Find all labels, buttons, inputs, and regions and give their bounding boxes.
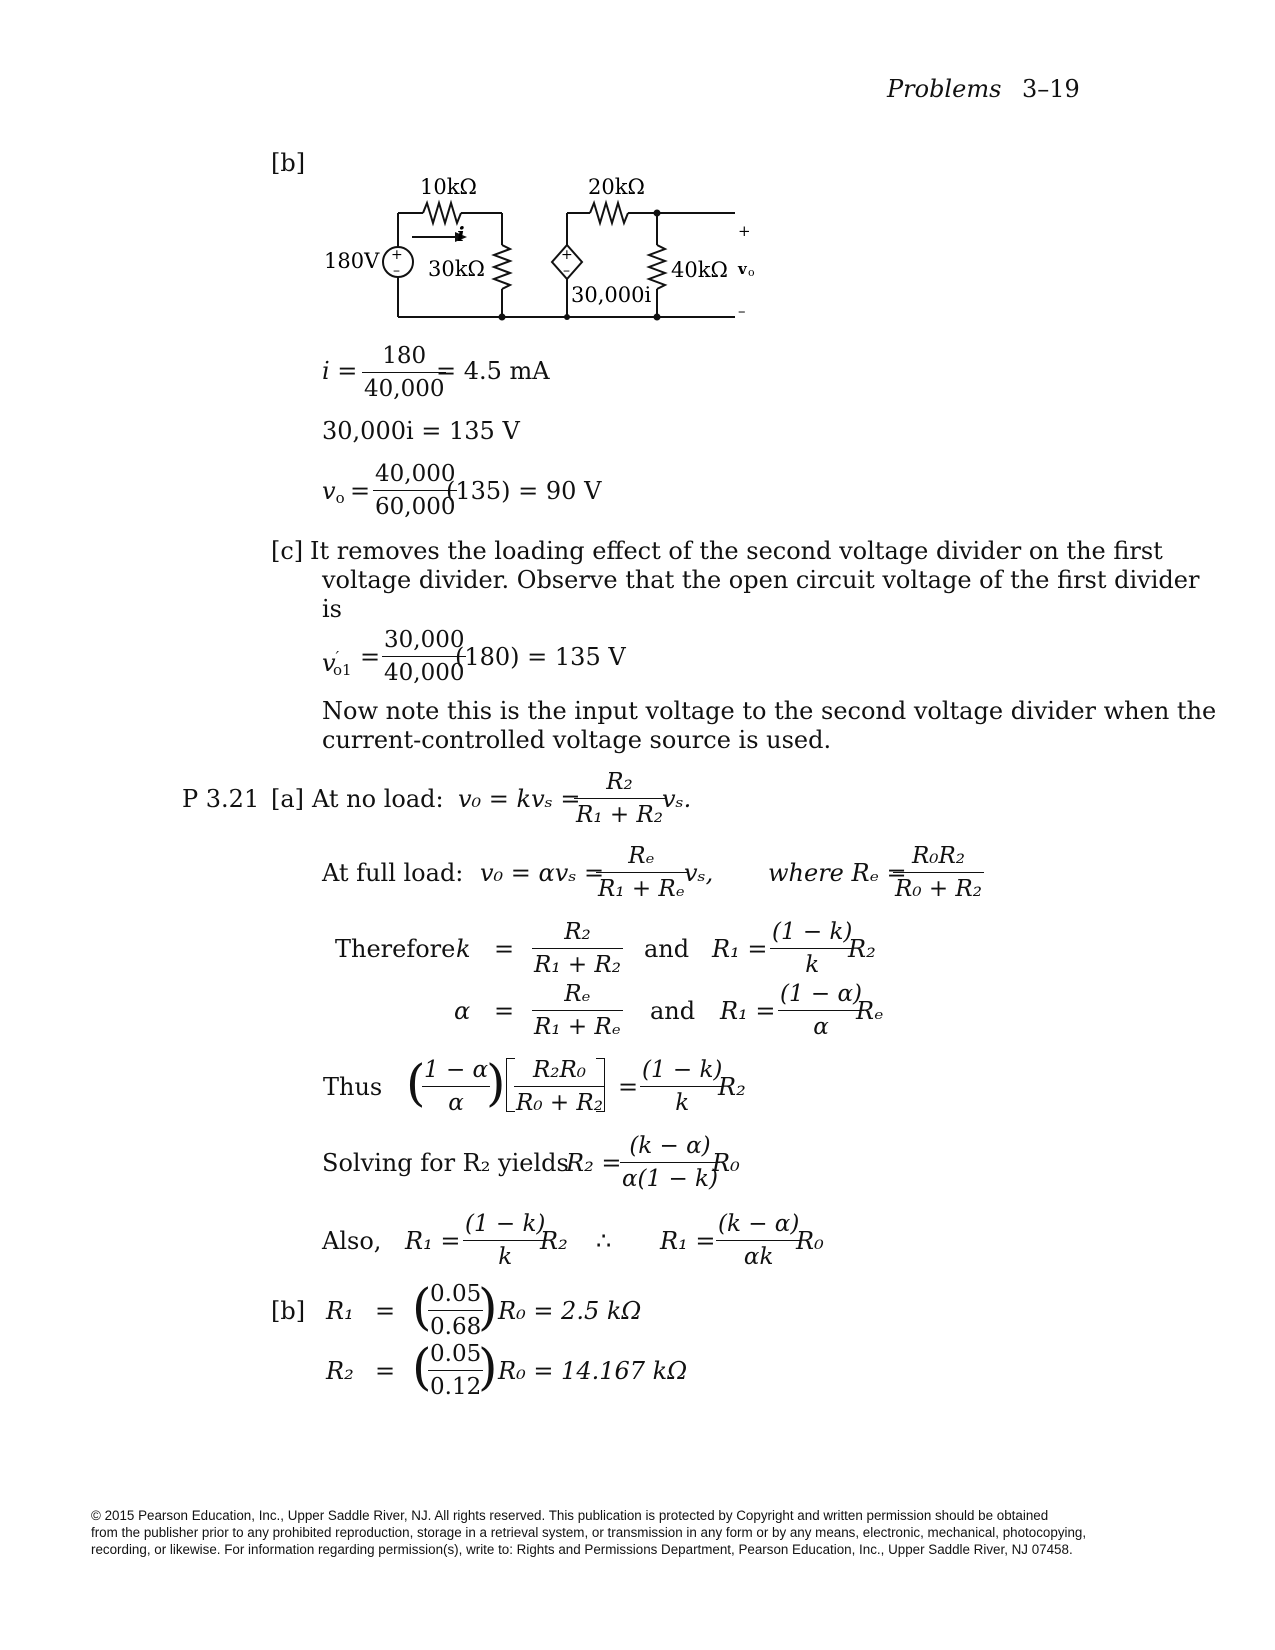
r1a-frac [778, 980, 864, 1041]
r1a-den: α [778, 1010, 864, 1041]
resistor-30k [494, 245, 510, 289]
p321-b-label: [b] [271, 1297, 306, 1325]
left-paren-1: ( [406, 1054, 426, 1112]
right-bracket [596, 1058, 605, 1112]
also-lhs: R₁ = [405, 1227, 461, 1255]
fullload-label: At full load: [322, 859, 464, 887]
right-paren-1: ) [486, 1054, 506, 1112]
r1a-tail: Rₑ [856, 997, 884, 1025]
thus-bracket-den: R₀ + R₂ [514, 1086, 605, 1117]
copyright-line-3: recording, or likewise. For information regarding permission(s), write to: Rights and Permissions Department, Pearson Education, Inc., Upper Saddle River, NJ 07458. [91, 1542, 1073, 1557]
k-eq: = [494, 935, 515, 963]
src-minus: – [393, 263, 400, 279]
eq-vo-den: 60,000 [373, 490, 457, 521]
eq-vo-eq: = [350, 477, 371, 505]
where-frac [893, 842, 984, 903]
part-c-text-2: voltage divider. Observe that the open circuit voltage of the first divider [322, 566, 1200, 594]
eq-i-frac [362, 342, 446, 403]
alpha-eq: = [494, 997, 515, 1025]
eq-vo-sub: o [335, 489, 345, 507]
label-ccvs: 30,000i [571, 283, 652, 307]
b-r2-rhs: R₀ = 14.167 kΩ [498, 1357, 688, 1385]
b-r1-label: R₁ [326, 1297, 354, 1325]
eq-vo-v: v [322, 477, 336, 505]
part-c-label: [c] [271, 537, 304, 565]
thus-paren-den: α [422, 1086, 490, 1117]
also-num: (1 − k) [465, 1211, 546, 1237]
alpha-den: R₁ + Rₑ [532, 1010, 623, 1041]
r2-den: α(1 − k) [620, 1162, 720, 1193]
label-20k: 20kΩ [588, 175, 645, 199]
thus-right-frac [640, 1056, 724, 1117]
left-paren-b2: ( [412, 1338, 432, 1396]
left-paren-b1: ( [412, 1278, 432, 1336]
copyright-line-1: © 2015 Pearson Education, Inc., Upper Saddle River, NJ. All rights reserved. This publication is protected by Copyright and written permission should be obtained [91, 1508, 1049, 1523]
resistor-10k [423, 203, 461, 223]
src-plus: + [391, 247, 403, 263]
b-r2-den: 0.12 [428, 1370, 483, 1401]
also2-num: (k − α) [718, 1211, 800, 1237]
noload-num: R₂ [606, 769, 633, 795]
running-title: Problems [887, 75, 1002, 103]
thus-right-den: k [640, 1086, 724, 1117]
label-10k: 10kΩ [420, 175, 477, 199]
eq-vo1-sub: o1 [332, 661, 352, 679]
noload-den: R₁ + R₂ [574, 798, 665, 829]
fullload-num: Rₑ [628, 843, 655, 869]
also2-frac [716, 1210, 801, 1271]
r1k-frac [770, 918, 854, 979]
noload-frac [574, 768, 665, 829]
r2-num: (k − α) [629, 1133, 711, 1159]
fullload-tail: vₛ, [684, 859, 714, 887]
label-current: i [457, 222, 465, 246]
eq-ccvs-value: 30,000i = 135 V [322, 417, 520, 445]
label-180v: 180V [324, 249, 380, 273]
vo-plus: + [738, 222, 751, 240]
noload-label: At no load: [312, 785, 444, 813]
vo-subscript: o [748, 266, 755, 279]
k-den: R₁ + R₂ [532, 948, 623, 979]
therefore-label: Therefore [335, 935, 456, 963]
thus-right-num: (1 − k) [642, 1057, 723, 1083]
b-r1-num: 0.05 [430, 1281, 482, 1307]
b-r2-label: R₂ [326, 1357, 354, 1385]
eq-vo-frac [373, 460, 457, 521]
also-den: k [463, 1240, 547, 1271]
part-b-label: [b] [271, 149, 306, 177]
dep-plus: + [561, 247, 573, 263]
r1k-lhs: R₁ = [712, 935, 768, 963]
r1k-num: (1 − k) [772, 919, 853, 945]
thus-bracket-frac [514, 1056, 605, 1117]
b-r1-eq: = [375, 1297, 396, 1325]
vo-minus: – [738, 302, 746, 320]
also2-tail: R₀ [796, 1227, 824, 1255]
b-r2-eq: = [375, 1357, 396, 1385]
also-frac [463, 1210, 547, 1271]
r2-tail: R₀ [712, 1149, 740, 1177]
thus-eq: = [618, 1073, 639, 1101]
fullload-eq: v₀ = αvₛ = [480, 859, 605, 887]
solving-label: Solving for R₂ yields [322, 1149, 569, 1177]
circuit-diagram [300, 160, 780, 335]
right-paren-b2: ) [478, 1338, 498, 1396]
thus-right-tail: R₂ [718, 1073, 746, 1101]
where-num: R₀R₂ [911, 843, 966, 869]
thus-bracket-num: R₂R₀ [532, 1057, 587, 1083]
eq-vo-lhs [322, 476, 345, 513]
also2-lhs: R₁ = [660, 1227, 716, 1255]
resistor-20k [590, 203, 628, 223]
label-30k: 30kΩ [428, 257, 485, 281]
r1k-den: k [770, 948, 854, 979]
eq-i-lhs: i = [322, 357, 358, 385]
fullload-den: R₁ + Rₑ [596, 872, 687, 903]
k-num: R₂ [564, 919, 591, 945]
part-c-note-1: Now note this is the input voltage to the second voltage divider when the [322, 697, 1217, 725]
noload-tail: vₛ. [662, 785, 692, 813]
and-1: and [644, 935, 690, 963]
r1a-lhs: R₁ = [720, 997, 776, 1025]
part-c-note-2: current-controlled voltage source is used. [322, 726, 832, 754]
b-r2-frac [428, 1340, 483, 1401]
eq-i-den: 40,000 [362, 372, 446, 403]
where-den: R₀ + R₂ [893, 872, 984, 903]
b-r1-frac [428, 1280, 483, 1341]
eq-vo1-lhs [322, 642, 352, 685]
eq-vo1-num: 30,000 [384, 627, 465, 653]
resistor-40k [649, 245, 665, 289]
eq-vo1-den: 40,000 [382, 656, 466, 687]
thus-paren-num: 1 − α [424, 1057, 489, 1083]
where-eq: where Rₑ = [768, 859, 907, 887]
r2-frac [620, 1132, 720, 1193]
copyright-line-2: from the publisher prior to any prohibited reproduction, storage in a retrieval system, or transmission in any form or by any means, electronic, mechanical, photocopying, [91, 1525, 1087, 1540]
k-symbol: k [456, 935, 471, 963]
eq-vo1-prime: ′ [335, 648, 339, 666]
b-r1-den: 0.68 [428, 1310, 483, 1341]
right-paren-b1: ) [478, 1278, 498, 1336]
label-40k: 40kΩ [671, 258, 728, 282]
r2-lhs: R₂ = [566, 1149, 622, 1177]
r1a-num: (1 − α) [780, 981, 863, 1007]
eq-vo1-eq: = [360, 643, 381, 671]
b-r1-rhs: R₀ = 2.5 kΩ [498, 1297, 642, 1325]
dep-minus: – [563, 263, 570, 279]
part-c-text-3: is [322, 595, 342, 623]
eq-vo1-v: v [322, 649, 336, 677]
fullload-frac [596, 842, 687, 903]
therefore-symbol: ∴ [596, 1227, 612, 1255]
problem-number: P 3.21 [182, 785, 260, 813]
vo-label: v [738, 260, 747, 278]
part-c-text-1: It removes the loading effect of the second voltage divider on the first [310, 537, 1163, 565]
page-number: 3–19 [1022, 75, 1080, 103]
thus-paren-frac [422, 1056, 490, 1117]
also2-den: αk [716, 1240, 801, 1271]
p321-a-label: [a] [271, 785, 305, 813]
eq-vo-rhs: (135) = 90 V [446, 477, 602, 505]
thus-label: Thus [323, 1073, 383, 1101]
eq-vo1-frac [382, 626, 466, 687]
eq-i-num: 180 [382, 343, 427, 369]
eq-vo-num: 40,000 [375, 461, 456, 487]
eq-i-rhs: = 4.5 mA [436, 357, 550, 385]
b-r2-num: 0.05 [430, 1341, 482, 1367]
eq-vo1-rhs: (180) = 135 V [455, 643, 626, 671]
alpha-symbol: α [454, 997, 471, 1025]
k-frac [532, 918, 623, 979]
also-tail: R₂ [540, 1227, 568, 1255]
alpha-num: Rₑ [564, 981, 591, 1007]
noload-eq: v₀ = kvₛ = [458, 785, 581, 813]
also-label: Also, [322, 1227, 382, 1255]
r1k-tail: R₂ [848, 935, 876, 963]
alpha-frac [532, 980, 623, 1041]
and-2: and [650, 997, 696, 1025]
